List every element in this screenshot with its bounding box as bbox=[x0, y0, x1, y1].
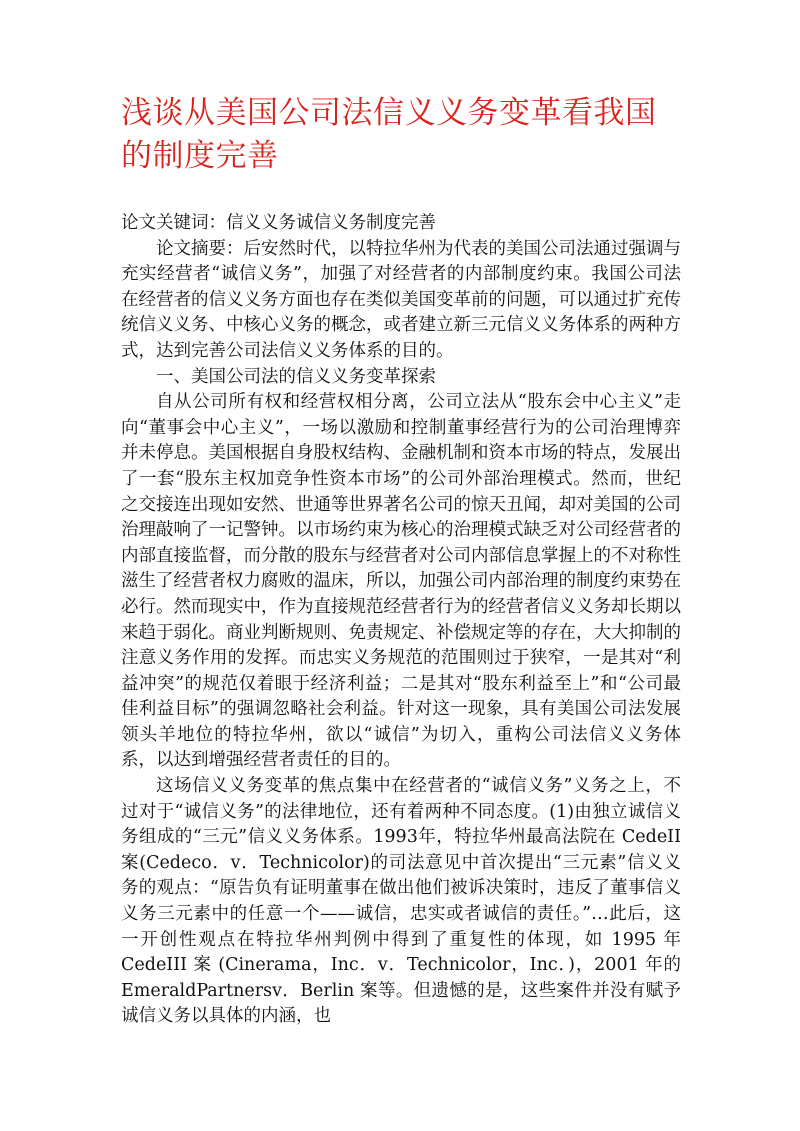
keywords-line: 论文关键词：信义义务诚信义务制度完善 bbox=[121, 213, 436, 233]
abstract-paragraph: 论文摘要：后安然时代，以特拉华州为代表的美国公司法通过强调与充实经营者“诚信义务”，加强了对经营者的内部制度约束。我国公司法在经营者的信义义务方面也存在类似美国变革前的问题，可以通过扩充传统信义义务、中核心义务的概念，或者建立新三元信义义务体系的两种方式，达到完善公司法信义义务体系的目的。 bbox=[121, 238, 681, 361]
body-paragraph: 这场信义义务变革的焦点集中在经营者的“诚信义务”义务之上，不过对于“诚信义务”的法律地位，还有着两种不同态度。(1)由独立诚信义务组成的“三元”信义义务体系。1993年，特拉华州最高法院在 CedeII 案(Cedeco．v．Technicolor)的司法意见中首次提出“三元素”信义义务的观点：“原告负有证明董事在做出他们被诉决策时，违反了董事信义义务三元素中的任意一个——诚信，忠实或者诚信的责任。”…此后，这一开创性观点在特拉华州判例中得到了重复性的体现，如 1995 年 CedeIII 案 (Cinerama，Inc．v．Technicolor，Inc．)，2001 年的 EmeraldPartnersv．Berlin 案等。但遗憾的是，这些案件并没有赋予诚信义务以具体的内涵，也 bbox=[121, 776, 681, 1027]
document-title: 浅谈从美国公司法信义义务变革看我国的制度完善 bbox=[121, 95, 657, 174]
document-body bbox=[121, 211, 681, 1030]
document-page bbox=[121, 92, 681, 1030]
section-heading: 一、美国公司法的信义义务变革探索 bbox=[156, 366, 436, 387]
body-paragraph: 自从公司所有权和经营权相分离，公司立法从“股东会中心主义”走向“董事会中心主义”，一场以激励和控制董事经营行为的公司治理博弈并未停息。美国根据自身股权结构、金融机制和资本市场的特点，发展出了一套“股东主权加竞争性资本市场”的公司外部治理模式。然而，世纪之交接连出现如安然、世通等世界著名公司的惊天丑闻，却对美国的公司治理敲响了一记警钟。以市场约束为核心的治理模式缺乏对公司经营者的内部直接监督，而分散的股东与经营者对公司内部信息掌握上的不对称性滋生了经营者权力腐败的温床，所以，加强公司内部治理的制度约束势在必行。然而现实中，作为直接规范经营者行为的经营者信义义务却长期以来趋于弱化。商业判断规则、免责规定、补偿规定等的存在，大大抑制的注意义务作用的发挥。而忠实义务规范的范围则过于狭窄，一是其对“利益冲突”的规范仅着眼于经济利益；二是其对“股东利益至上”和“公司最佳利益目标”的强调忽略社会利益。针对这一现象，具有美国公司法发展领头羊地位的特拉华州，欲以“诚信”为切入，重构公司法信义义务体系，以达到增强经营者责任的目的。 bbox=[121, 392, 681, 771]
